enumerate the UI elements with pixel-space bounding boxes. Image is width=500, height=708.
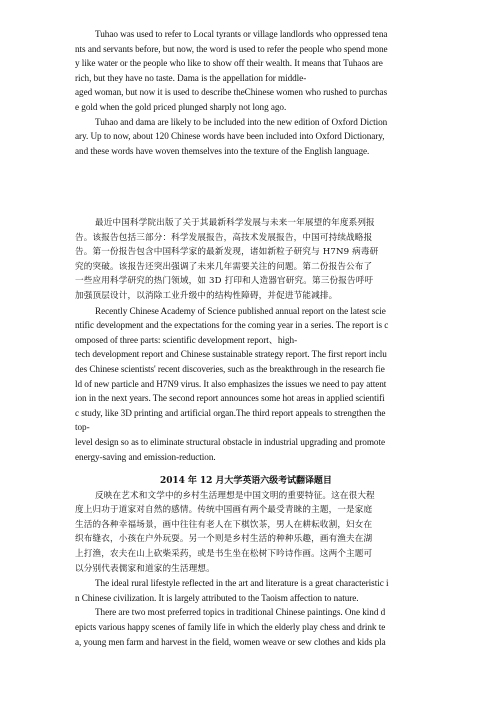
chinese-paragraph-line: 以分别代表儒家和道家的生活理想。 [75, 563, 215, 574]
chinese-paragraph-line: 反映在艺术和文学中的乡村生活理想是中国文明的重要特征。这在很大程 [95, 490, 375, 501]
paragraph-line: and these words have woven themselves into the texture of the English language. [75, 145, 370, 156]
paragraph-line: y like water or the people who like to show off their wealth. It means that Tuhaos are [75, 58, 383, 69]
chinese-paragraph-line: 究的突破。该报告还突出强调了未来几年需要关注的问题。第二份报告公布了 [75, 261, 373, 272]
paragraph-line: omposed of three parts: scientific development report、high- [75, 334, 298, 345]
chinese-paragraph-line: 加强顶层设计，以消除工业升级中的结构性障碍，并促进节能减排。 [75, 290, 338, 301]
section-cet6-translation [75, 474, 427, 649]
paragraph-line: Recently Chinese Academy of Science published annual report on the latest scie [95, 305, 386, 316]
paragraph-line: ion in the next years. The second report announces some hot areas in applied scientifi [75, 393, 385, 404]
chinese-paragraph-line: 告。该报告包括三部分：科学发展报告，高技术发展报告，中国可持续战略报 [75, 232, 373, 243]
paragraph-line: tech development report and Chinese sustainable strategy report. The first report inclu [75, 349, 387, 360]
paragraph-line: e gold when the gold priced plunged sharply not long ago. [75, 101, 287, 112]
paragraph-line: des Chinese scientists' recent discoveries, such as the breakthrough in the research fie [75, 363, 385, 374]
chinese-paragraph-line: 上打渔，农夫在山上砍柴采药，或是书生坐在松树下吟诗作画。这两个主题可 [75, 548, 373, 559]
paragraph-line: ntific development and the expectations for the coming year in a series. The report is c [75, 320, 389, 331]
paragraph-line: The ideal rural lifestyle reflected in the art and literature is a great characteristic i [95, 578, 389, 589]
paragraph-line: ary. Up to now, about 120 Chinese words have been included into Oxford Dictionary, [75, 131, 385, 142]
paragraph-line: Tuhao and dama are likely to be included into the new edition of Oxford Diction [95, 116, 388, 127]
paragraph-line: n Chinese civilization. It is largely attributed to the Taoism affection to nature. [75, 592, 359, 603]
paragraph-line: epicts various happy scenes of family life in which the elderly play chess and drink te [75, 621, 386, 632]
paragraph-line: a, young men farm and harvest in the field, women weave or sew clothes and kids pla [75, 636, 386, 647]
chinese-paragraph-line: 度上归功于道家对自然的感情。传统中国画有两个最受青睐的主题，一是家庭 [75, 505, 373, 516]
chinese-paragraph-line: 告。第一份报告包含中国科学家的最新发现，诸如新粒子研究与 H7N9 病毒研 [75, 247, 379, 258]
paragraph-line: nts and servants before, but now, the word is used to refer the people who spend mone [75, 43, 388, 54]
paragraph-line: aged woman, but now it is used to describe theChinese women who rushed to purchas [75, 87, 388, 98]
chinese-paragraph-line: 织布缝衣，小孩在户外玩耍。另一个则是乡村生活的种种乐趣，画有渔夫在湖 [75, 534, 373, 545]
paragraph-line: Tuhao was used to refer to Local tyrants or village landlords who oppressed tena [95, 29, 388, 39]
paragraph-line: level design so as to eliminate structural obstacle in industrial upgrading and promote [75, 436, 385, 447]
chinese-paragraph-line: 一些应用科学研究的热门领域，如 3D 打印和人造器官研究。第三份报告呼吁 [75, 276, 374, 287]
section-title: 2014 年 12 月大学英语六级考试翻译题目 [160, 476, 332, 486]
paragraph-line: ld of new particle and H7N9 virus. It also emphasizes the issues we need to pay attent [75, 378, 387, 389]
section-tuhao-dama [75, 27, 427, 158]
section-cas-report [75, 216, 427, 464]
chinese-paragraph-line: 生活的各种幸福场景，画中往往有老人在下棋饮茶，男人在耕耘收割，妇女在 [75, 519, 373, 530]
paragraph-line: rich, but they have no taste. Dama is the appellation for middle- [75, 72, 307, 83]
chinese-paragraph-line: 最近中国科学院出版了关于其最新科学发展与未来一年展望的年度系列报 [95, 218, 375, 228]
paragraph-line: There are two most preferred topics in traditional Chinese paintings. One kind d [95, 607, 386, 618]
paragraph-line: c study, like 3D printing and artificial organ.The third report appeals to strengthen the [75, 407, 386, 418]
paragraph-line: top- [75, 422, 90, 433]
paragraph-line: energy-saving and emission-reduction. [75, 451, 216, 462]
